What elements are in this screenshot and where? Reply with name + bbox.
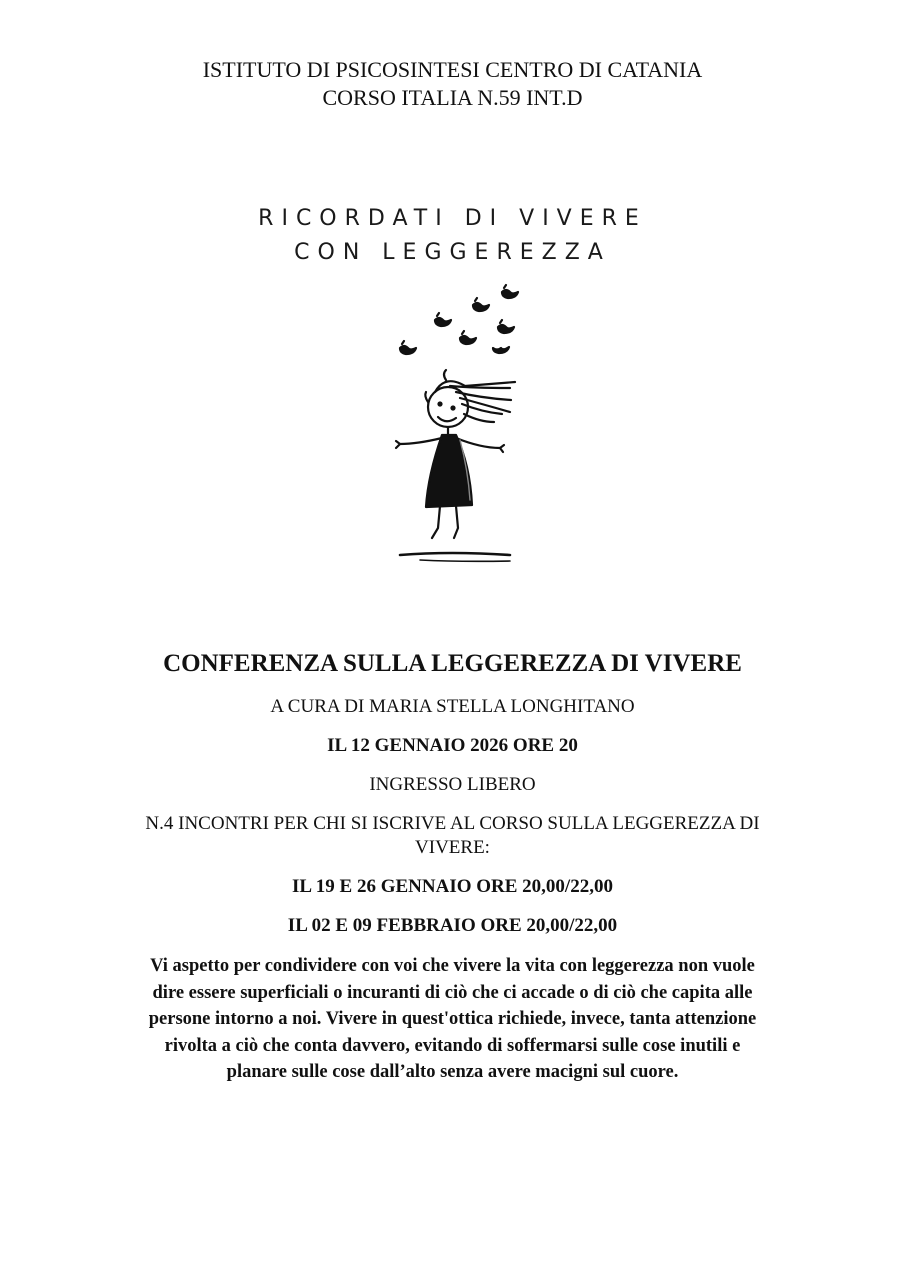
- bird-icon: [460, 331, 476, 344]
- illustration-caption-line2: CON LEGGEREZZA: [294, 240, 611, 265]
- institute-address: CORSO ITALIA N.59 INT.D: [322, 85, 583, 110]
- bird-icon: [473, 298, 489, 311]
- event-curator: A CURA DI MARIA STELLA LONGHITANO: [270, 696, 635, 717]
- bird-icon: [498, 320, 514, 333]
- description-line: rivolta a ciò che conta davvero, evitando di soffermarsi sulle cose inutili e: [164, 1035, 741, 1056]
- description-paragraph: [95, 953, 810, 1086]
- illustration-caption-line1: RICORDATI DI VIVERE: [258, 206, 647, 231]
- event-title: CONFERENZA SULLA LEGGEREZZA DI VIVERE: [163, 650, 742, 677]
- bird-icon: [400, 341, 416, 354]
- session-1: IL 19 E 26 GENNAIO ORE 20,00/22,00: [292, 876, 613, 897]
- course-intro-line: VIVERE:: [415, 837, 490, 858]
- institute-name: ISTITUTO DI PSICOSINTESI CENTRO DI CATANIA: [202, 57, 703, 82]
- description-line: Vi aspetto per condividere con voi che vivere la vita con leggerezza non vuole: [150, 956, 755, 976]
- course-intro: [95, 812, 810, 860]
- course-intro-line: N.4 INCONTRI PER CHI SI ISCRIVE AL CORSO SULLA LEGGEREZZA DI: [145, 813, 760, 834]
- bird-icon: [493, 347, 509, 353]
- description-line: planare sulle cose dall’alto senza avere macigni sul cuore.: [226, 1062, 679, 1082]
- bird-icon: [502, 285, 518, 298]
- event-entry: INGRESSO LIBERO: [369, 774, 536, 795]
- event-date-time: IL 12 GENNAIO 2026 ORE 20: [327, 735, 578, 756]
- girl-with-birds-icon: [380, 280, 540, 580]
- description-line: persone intorno a noi. Vivere in quest'ottica richiede, invece, tanta attenzione: [148, 1009, 757, 1029]
- bird-icon: [435, 313, 451, 326]
- description-line: dire essere superficiali o incuranti di ciò che ci accade o di ciò che capita alle: [152, 982, 753, 1003]
- session-2: IL 02 E 09 FEBBRAIO ORE 20,00/22,00: [287, 915, 618, 936]
